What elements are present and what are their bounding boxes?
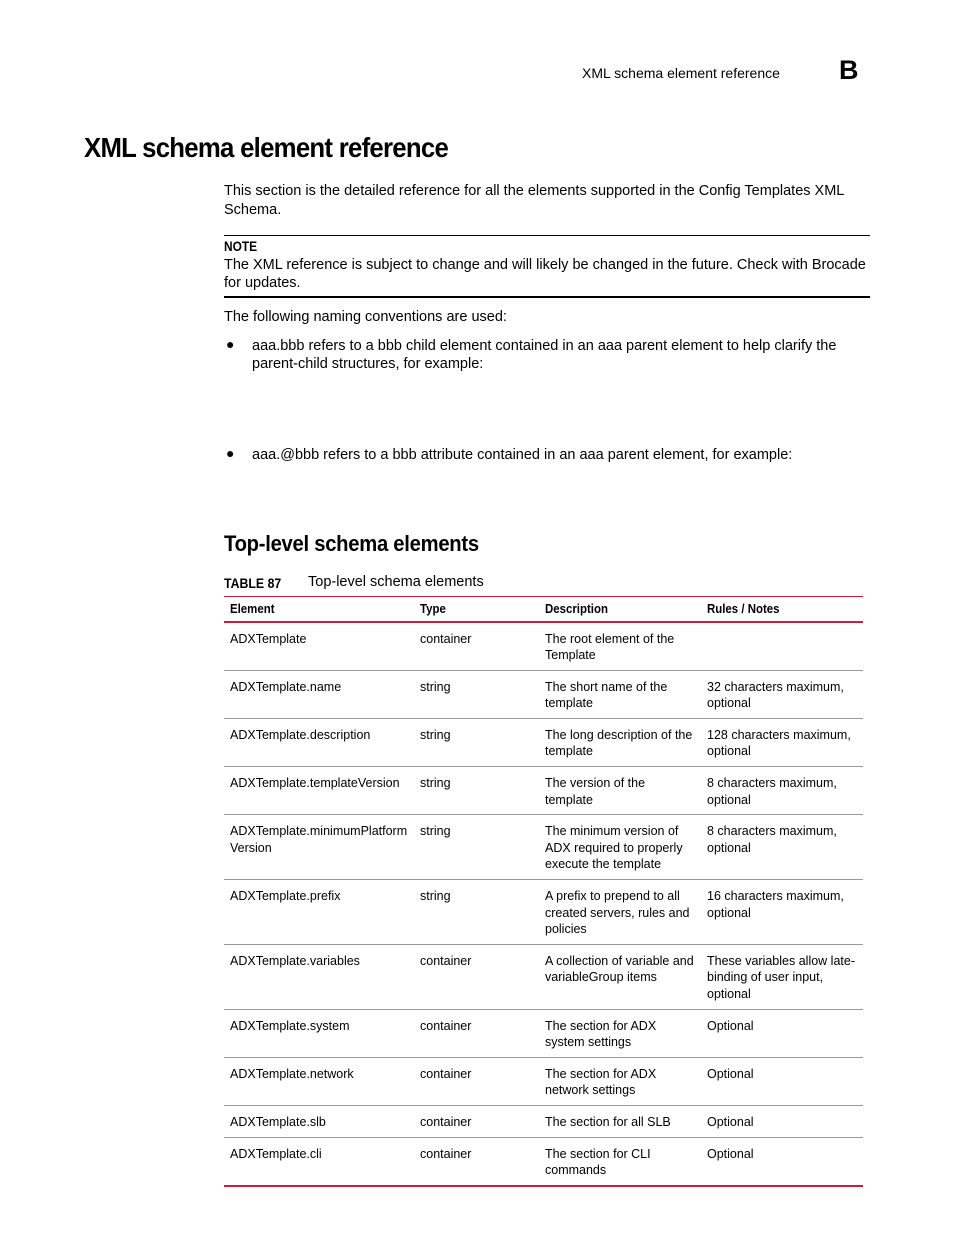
table-row xyxy=(224,944,863,1009)
cell-type: container xyxy=(414,622,539,671)
cell-description: The root element of the Template xyxy=(539,622,701,671)
cell-type: container xyxy=(414,1105,539,1137)
cell-rules: 32 characters maximum, optional xyxy=(701,670,863,718)
cell-rules: 128 characters maximum, optional xyxy=(701,718,863,766)
running-header-title: XML schema element reference xyxy=(582,65,780,81)
cell-rules xyxy=(701,622,863,671)
cell-element: ADXTemplate.description xyxy=(224,718,414,766)
column-header-description: Description xyxy=(539,597,701,622)
cell-type: string xyxy=(414,767,539,815)
cell-description: The minimum version of ADX required to properly execute the template xyxy=(539,815,701,880)
cell-rules: Optional xyxy=(701,1137,863,1186)
cell-rules: Optional xyxy=(701,1009,863,1057)
cell-description: A collection of variable and variableGroup items xyxy=(539,944,701,1009)
cell-description: The section for all SLB xyxy=(539,1105,701,1137)
cell-description: The section for CLI commands xyxy=(539,1137,701,1186)
table-caption-title: Top-level schema elements xyxy=(308,574,484,590)
cell-type: container xyxy=(414,1057,539,1105)
table-row xyxy=(224,1105,863,1137)
cell-description: The version of the template xyxy=(539,767,701,815)
cell-description: The long description of the template xyxy=(539,718,701,766)
column-header-element: Element xyxy=(224,597,414,622)
intro-paragraph: This section is the detailed reference for all the elements supported in the Config Templates XML Schema. xyxy=(224,183,844,218)
cell-rules: Optional xyxy=(701,1105,863,1137)
cell-description: The section for ADX system settings xyxy=(539,1009,701,1057)
cell-element: ADXTemplate.slb xyxy=(224,1105,414,1137)
cell-element: ADXTemplate xyxy=(224,622,414,671)
table-row xyxy=(224,815,863,880)
cell-rules: 8 characters maximum, optional xyxy=(701,815,863,880)
cell-element: ADXTemplate.system xyxy=(224,1009,414,1057)
table-row xyxy=(224,1009,863,1057)
table-header-row xyxy=(224,597,863,622)
table-row xyxy=(224,880,863,945)
conventions-intro: The following naming conventions are used: xyxy=(224,309,507,325)
section-heading: Top-level schema elements xyxy=(224,531,479,556)
table-row xyxy=(224,1057,863,1105)
cell-type: string xyxy=(414,815,539,880)
cell-type: string xyxy=(414,670,539,718)
column-header-type: Type xyxy=(414,597,539,622)
table-row xyxy=(224,670,863,718)
cell-description: The section for ADX network settings xyxy=(539,1057,701,1105)
cell-type: container xyxy=(414,1009,539,1057)
note-divider-bottom xyxy=(224,296,870,298)
note-divider-top xyxy=(224,235,870,236)
cell-rules: These variables allow late-binding of user input, optional xyxy=(701,944,863,1009)
cell-element: ADXTemplate.variables xyxy=(224,944,414,1009)
note-label: NOTE xyxy=(224,238,258,254)
cell-element: ADXTemplate.prefix xyxy=(224,880,414,945)
table-row xyxy=(224,718,863,766)
bullet-dot: ● xyxy=(226,445,235,461)
table-row xyxy=(224,1137,863,1186)
page-title: XML schema element reference xyxy=(84,132,449,163)
cell-element: ADXTemplate.cli xyxy=(224,1137,414,1186)
cell-element: ADXTemplate.templateVersion xyxy=(224,767,414,815)
bullet-text: aaa.bbb refers to a bbb child element contained in an aaa parent element to help clarify the parent-child structures, for example: xyxy=(252,338,837,372)
cell-type: container xyxy=(414,1137,539,1186)
cell-element: ADXTemplate.network xyxy=(224,1057,414,1105)
bullet-text: aaa.@bbb refers to a bbb attribute contained in an aaa parent element, for example: xyxy=(252,447,793,463)
table-row xyxy=(224,767,863,815)
cell-rules: Optional xyxy=(701,1057,863,1105)
cell-type: string xyxy=(414,880,539,945)
cell-element: ADXTemplate.minimumPlatform Version xyxy=(224,815,414,880)
cell-type: string xyxy=(414,718,539,766)
schema-elements-table xyxy=(224,596,863,1187)
appendix-letter: B xyxy=(839,55,859,85)
cell-description: The short name of the template xyxy=(539,670,701,718)
cell-rules: 16 characters maximum, optional xyxy=(701,880,863,945)
bullet-dot: ● xyxy=(226,336,235,352)
cell-rules: 8 characters maximum, optional xyxy=(701,767,863,815)
cell-description: A prefix to prepend to all created servers, rules and policies xyxy=(539,880,701,945)
note-text: The XML reference is subject to change and will likely be changed in the future. Check with Brocade for updates. xyxy=(224,257,866,291)
table-row xyxy=(224,622,863,671)
table-caption-label: TABLE 87 xyxy=(224,575,282,591)
cell-element: ADXTemplate.name xyxy=(224,670,414,718)
cell-type: container xyxy=(414,944,539,1009)
column-header-rules-notes: Rules / Notes xyxy=(701,597,863,622)
